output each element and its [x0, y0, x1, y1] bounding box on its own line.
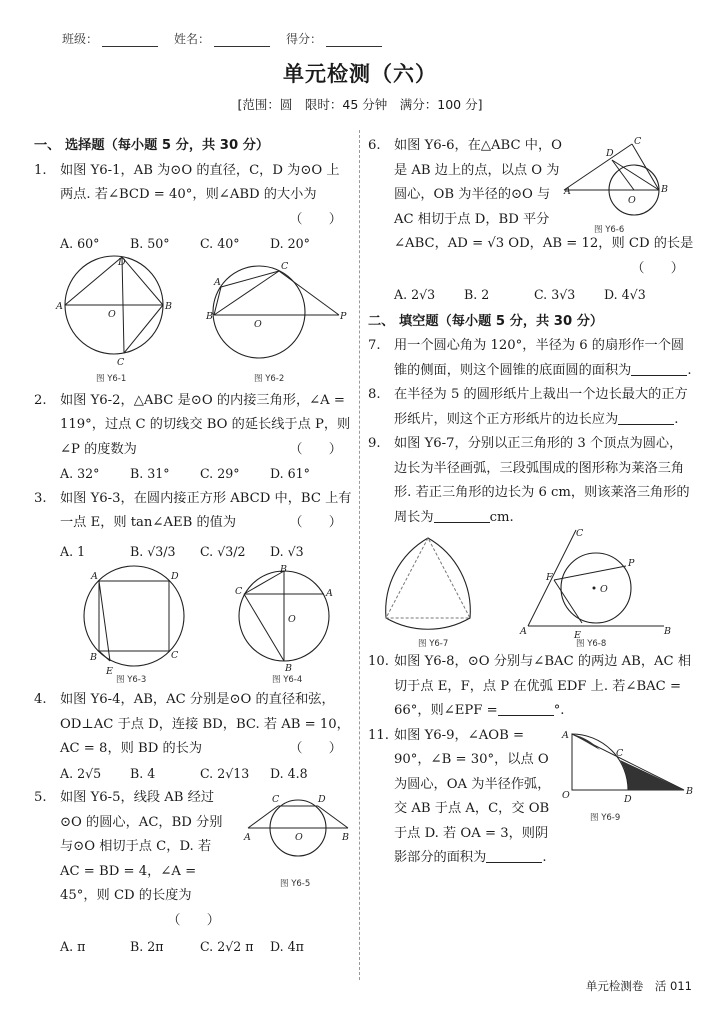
class-label: 班级：: [62, 32, 99, 46]
svg-text:A: A: [564, 186, 571, 197]
page-subtitle: [范围：圆 限时：45 分钟 满分：100 分]: [237, 97, 483, 112]
svg-text:D: D: [318, 794, 326, 805]
caption-y6-2: 图 Y6-2: [254, 373, 285, 384]
score-label: 得分：: [286, 32, 323, 46]
caption-y6-4: 图 Y6-4: [272, 675, 303, 685]
svg-text:D: D: [624, 793, 632, 805]
figure-y6-7-and-y6-8: [368, 530, 694, 650]
q9-number: 9.: [368, 436, 381, 451]
q1-option-a[interactable]: A. 60°: [60, 236, 100, 251]
q5-option-c[interactable]: C. 2√2 π: [200, 939, 254, 954]
q4-number: 4.: [34, 692, 47, 707]
svg-text:B: B: [206, 310, 213, 322]
svg-text:C: C: [281, 260, 289, 272]
figures-row-1: [34, 257, 352, 389]
svg-text:C: C: [117, 356, 125, 368]
svg-text:O: O: [108, 308, 116, 320]
question-11-block: [368, 724, 694, 871]
q5-option-d[interactable]: D. 4π: [270, 939, 304, 954]
caption-y6-1: 图 Y6-1: [96, 373, 127, 384]
q8-end: .: [674, 411, 679, 427]
question-10: [368, 650, 694, 724]
q4-option-b[interactable]: B. 4: [130, 765, 156, 781]
q3-option-d[interactable]: D. √3: [270, 543, 304, 559]
q10-number: 10.: [368, 654, 389, 669]
q3-option-a[interactable]: A. 1: [60, 543, 86, 559]
question-11: [368, 724, 556, 871]
q6-number: 6.: [368, 138, 381, 153]
q11-number: 11.: [368, 727, 389, 743]
q6-option-c[interactable]: C. 3√3: [534, 287, 576, 302]
q4-option-d[interactable]: D. 4.8: [270, 765, 308, 781]
q6-options: [368, 283, 694, 308]
q4-options: [34, 762, 352, 787]
q2-number: 2.: [34, 392, 47, 408]
q5-number: 5.: [34, 790, 47, 805]
q2-option-b[interactable]: B. 31°: [130, 466, 170, 481]
svg-text:O: O: [254, 318, 262, 330]
question-7: [368, 334, 694, 383]
svg-text:B: B: [686, 785, 693, 797]
svg-text:O: O: [628, 195, 636, 206]
svg-text:O: O: [562, 789, 570, 801]
column-divider: [359, 130, 360, 980]
q6-option-d[interactable]: D. 4√3: [604, 287, 646, 302]
caption-y6-3: 图 Y6-3: [116, 675, 147, 685]
q3-text: 如图 Y6-3，在圆内接正方形 ABCD 中，BC 上有一点 E，则 tan∠AEB 的值为: [60, 490, 352, 530]
caption-y6-6: 图 Y6-6: [594, 225, 625, 235]
q1-option-b[interactable]: B. 50°: [130, 236, 170, 251]
figure-y6-9: [560, 730, 692, 814]
q5-option-b[interactable]: B. 2π: [130, 939, 164, 954]
caption-y6-7: 图 Y6-7: [418, 639, 449, 649]
question-5: [34, 786, 230, 933]
q10-end: °.: [553, 703, 565, 718]
q2-text: 如图 Y6-2，△ABC 是⊙O 的内接三角形，∠A = 119°，过点 C 的切线交 BO 的延长线于点 P，则∠P 的度数为: [60, 392, 351, 457]
q1-option-c[interactable]: C. 40°: [200, 236, 240, 251]
svg-text:C: C: [171, 650, 179, 661]
svg-text:D: D: [606, 148, 614, 159]
figure-y6-5: [244, 790, 352, 870]
q2-options: [34, 462, 352, 487]
section-fill-title: 二、 填空题（每小题 5 分，共 30 分）: [368, 313, 604, 329]
figure-y6-1-and-y6-2: [34, 257, 352, 389]
question-3: [34, 487, 352, 536]
q8-text: 在半径为 5 的圆形纸片上裁出一个边长最大的正方形纸片，则这个正方形纸片的边长应为: [394, 387, 688, 427]
figure-y6-3-and-y6-4: [34, 564, 352, 688]
svg-text:C: C: [634, 136, 642, 147]
svg-text:A: A: [520, 626, 527, 637]
svg-text:O: O: [288, 614, 296, 625]
q10-answer-blank[interactable]: [498, 702, 554, 716]
q6-option-b[interactable]: B. 2: [464, 287, 490, 302]
q3-option-c[interactable]: C. √3/2: [200, 543, 246, 559]
q6-text: 如图 Y6-6，在△ABC 中，O 是 AB 边上的点，以点 O 为圆心，OB 为半径的⊙O 与 AC 相切于点 D，BD 平分∠ABC，AD = √3 OD，AB = 12，则 CD 的长是: [394, 138, 694, 251]
student-info-header: [62, 30, 394, 47]
question-5-block: [34, 786, 352, 933]
q5-answer-paren[interactable]: （ ）: [167, 912, 220, 928]
q3-answer-paren[interactable]: （ ）: [289, 515, 342, 530]
svg-text:P: P: [340, 310, 347, 322]
q11-end: .: [542, 850, 547, 865]
q2-option-d[interactable]: D. 61°: [270, 466, 310, 481]
svg-text:B: B: [165, 300, 172, 312]
svg-text:A: A: [91, 571, 98, 582]
q10-text: 如图 Y6-8，⊙O 分别与∠BAC 的两边 AB，AC 相切于点 E，F，点 P 在优弧 EDF 上. 若∠BAC = 66°，则∠EPF =: [394, 654, 692, 718]
left-column: [34, 134, 352, 960]
svg-text:C: C: [235, 586, 243, 597]
svg-text:O: O: [600, 584, 608, 595]
q8-answer-blank[interactable]: [618, 411, 674, 425]
svg-text:C: C: [272, 794, 280, 805]
q4-option-c[interactable]: C. 2√13: [200, 765, 250, 781]
caption-y6-9: 图 Y6-9: [590, 812, 621, 823]
svg-text:A: A: [214, 276, 221, 288]
svg-text:B: B: [285, 663, 292, 674]
name-blank[interactable]: [214, 35, 270, 47]
question-4: [34, 688, 352, 762]
svg-text:B: B: [90, 652, 97, 663]
q4-option-a[interactable]: A. 2√5: [60, 765, 102, 781]
q4-text: 如图 Y6-4，AB，AC 分别是⊙O 的直径和弦，OD⊥AC 于点 D，连接 BD，BC. 若 AB = 10，AC = 8，则 BD 的长为: [60, 692, 350, 756]
q3-options: [34, 540, 352, 565]
q5-text: 如图 Y6-5，线段 AB 经过⊙O 的圆心，AC，BD 分别与⊙O 相切于点 C，D. 若 AC = BD = 4，∠A = 45°，则 CD 的长度为: [60, 790, 223, 903]
page-footer: 单元检测卷 活 011: [585, 979, 692, 993]
q3-option-b[interactable]: B. √3/3: [130, 543, 176, 559]
q6-option-a[interactable]: A. 2√3: [394, 287, 436, 302]
q1-text: 如图 Y6-1，AB 为⊙O 的直径，C，D 为⊙O 上两点. 若∠BCD = 40°，则∠ABD 的大小为: [60, 162, 340, 202]
q4-answer-paren[interactable]: （ ）: [289, 741, 342, 756]
q5-option-a[interactable]: A. π: [60, 939, 86, 954]
q2-answer-paren[interactable]: （ ）: [289, 441, 342, 457]
svg-text:A: A: [56, 300, 63, 312]
svg-text:B: B: [280, 564, 287, 575]
q2-option-a[interactable]: A. 32°: [60, 466, 100, 481]
svg-text:A: A: [562, 729, 569, 741]
page-title: 单元检测（六）: [283, 62, 437, 86]
svg-text:A: A: [326, 588, 333, 599]
svg-text:D: D: [171, 571, 179, 582]
svg-text:O: O: [295, 832, 303, 843]
q1-answer-paren[interactable]: （ ）: [289, 211, 342, 227]
svg-text:C: C: [616, 747, 624, 759]
caption-y6-8: 图 Y6-8: [576, 639, 607, 649]
q1-option-d[interactable]: D. 20°: [270, 236, 310, 251]
question-9: [368, 432, 694, 530]
q9-text: 如图 Y6-7，分别以正三角形的 3 个顶点为圆心，边长为半径画弧，三段弧围成的图形称为莱洛三角形. 若正三角形的边长为 6 cm，则该莱洛三角形的周长为: [394, 436, 690, 525]
caption-y6-5: 图 Y6-5: [280, 879, 311, 889]
q7-number: 7.: [368, 338, 381, 353]
q6-answer-paren[interactable]: （ ）: [631, 260, 684, 276]
question-6-block: [368, 134, 694, 281]
q7-text: 用一个圆心角为 120°，半径为 6 的扇形作一个圆锥的侧面，则这个圆锥的底面圆的面积为: [394, 338, 685, 378]
svg-text:C: C: [576, 528, 584, 539]
q7-answer-blank[interactable]: [631, 362, 687, 376]
q8-number: 8.: [368, 387, 381, 402]
q1-number: 1.: [34, 162, 47, 178]
score-blank[interactable]: [326, 35, 382, 47]
svg-text:D: D: [118, 256, 126, 268]
svg-text:A: A: [244, 832, 251, 843]
svg-text:B: B: [661, 184, 668, 195]
question-2: [34, 389, 352, 463]
class-blank[interactable]: [102, 35, 158, 47]
name-label: 姓名：: [174, 32, 211, 46]
svg-text:P: P: [628, 558, 635, 569]
question-8: [368, 383, 694, 432]
question-1: [34, 159, 352, 233]
svg-text:F: F: [546, 572, 553, 583]
figures-row-3: [368, 530, 694, 650]
q9-answer-blank[interactable]: [434, 509, 490, 523]
right-column: [368, 134, 694, 871]
q11-answer-blank[interactable]: [486, 849, 542, 863]
figures-row-2: [34, 564, 352, 688]
section-choice-title: 一、 选择题（每小题 5 分，共 30 分）: [34, 138, 270, 153]
q2-option-c[interactable]: C. 29°: [200, 466, 240, 481]
q5-options: [34, 935, 352, 960]
q7-end: .: [687, 362, 692, 378]
q9-end: cm.: [489, 509, 514, 525]
figure-y6-6: [564, 136, 692, 220]
q3-number: 3.: [34, 490, 47, 506]
q1-options: [34, 232, 352, 257]
svg-text:B: B: [342, 832, 349, 843]
svg-text:B: B: [664, 626, 671, 637]
svg-text:E: E: [574, 630, 581, 641]
q11-text: 如图 Y6-9，∠AOB = 90°，∠B = 30°，以点 O 为圆心，OA 为半径作弧，交 AB 于点 A，C，交 OB 于点 D. 若 OA = 3，则阴影部分的面积为: [394, 727, 551, 865]
svg-text:E: E: [106, 666, 113, 677]
